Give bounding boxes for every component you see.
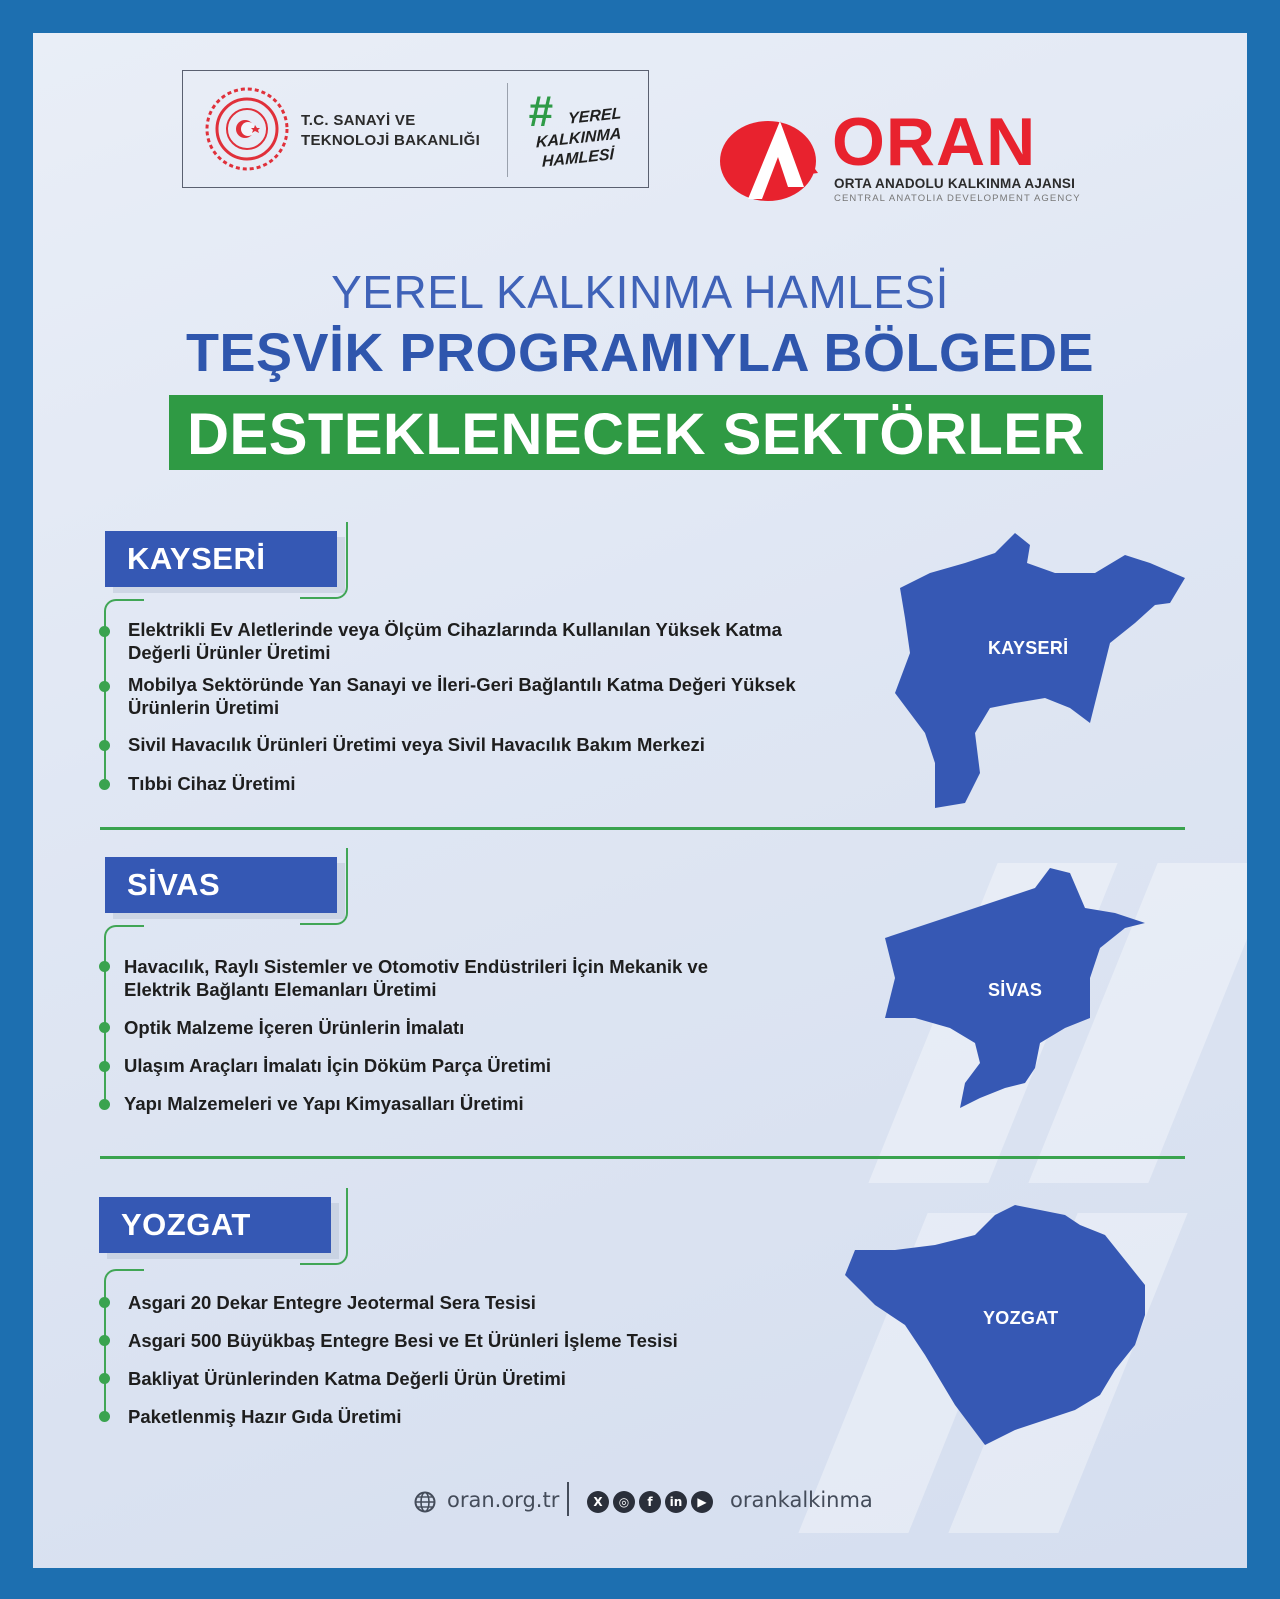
bullet [99,1411,110,1422]
campaign-line2: KALKINMA [536,125,622,152]
agency-full-name: ORTA ANADOLU KALKINMA AJANSI [834,176,1076,191]
list-item [124,955,864,1001]
bullet [99,626,110,637]
section-title: KAYSERİ [127,541,266,576]
linkedin-icon[interactable]: in [665,1491,687,1513]
campaign-line1: YEREL [568,105,622,128]
ministry-name-line1: T.C. SANAYİ VE [301,112,416,129]
section-tag-sivas [105,857,337,913]
campaign-line3: HAMLESİ [542,146,614,171]
list-item: Asgari 20 Dekar Entegre Jeotermal Sera Tesisi [128,1292,536,1313]
facebook-icon[interactable]: f [639,1491,661,1513]
section-tag-yozgat [99,1197,331,1253]
bullet [99,779,110,790]
x-icon[interactable]: X [587,1491,609,1513]
globe-icon [414,1491,436,1513]
footer [0,1488,1280,1518]
section-title: YOZGAT [121,1207,251,1242]
bullet [99,1297,110,1308]
bullet [99,961,110,972]
bullet [99,1061,110,1072]
list-item-line: Mobilya Sektöründe Yan Sanayi ve İleri-Geri Bağlantılı Katma Değeri Yüksek [128,674,796,695]
list-item: Sivil Havacılık Ürünleri Üretimi veya Sivil Havacılık Bakım Merkezi [128,734,705,755]
list-item: Paketlenmiş Hazır Gıda Üretimi [128,1406,402,1427]
ministry-emblem-icon [205,87,289,171]
list-item [128,673,888,719]
bullet [99,1099,110,1110]
campaign-logo [528,87,628,173]
list-item-line: Elektrikli Ev Aletlerinde veya Ölçüm Cihazlarında Kullanılan Yüksek Katma [128,619,782,640]
title-line1: YEREL KALKINMA HAMLESİ [331,266,949,318]
bullet [99,681,110,692]
youtube-icon[interactable]: ▶ [691,1491,713,1513]
section-separator [100,827,1185,830]
list-item [128,618,888,664]
title-line3: DESTEKLENECEK SEKTÖRLER [187,402,1085,467]
section-tag-kayseri [105,531,337,587]
bullet [99,1373,110,1384]
campaign-hash: # [528,87,553,136]
list-item: Tıbbi Cihaz Üretimi [128,773,296,794]
section-title: SİVAS [127,867,221,902]
bullet [99,1335,110,1346]
ministry-name-line2: TEKNOLOJİ BAKANLIĞI [301,132,481,149]
oran-emblem-icon [718,117,828,203]
footer-divider [567,1482,569,1516]
list-item: Bakliyat Ürünlerinden Katma Değerli Ürün Üretimi [128,1368,566,1389]
map-label-kayseri: KAYSERİ [988,638,1069,658]
agency-full-name-en: CENTRAL ANATOLIA DEVELOPMENT AGENCY [834,193,1081,204]
list-item: Ulaşım Araçları İmalatı İçin Döküm Parça Üretimi [124,1055,552,1076]
map-label-sivas: SİVAS [988,980,1043,1000]
kayseri-map [895,533,1190,815]
agency-name: ORAN [832,104,1037,180]
header-divider [507,83,508,177]
ministry-name [301,111,501,151]
section-separator [100,1156,1185,1159]
list-item-line: Değerli Ürünler Üretimi [128,642,331,663]
list-item: Yapı Malzemeleri ve Yapı Kimyasalları Üretimi [124,1093,524,1114]
bullet [99,740,110,751]
ministry-logo-box [182,70,649,188]
list-item: Asgari 500 Büyükbaş Entegre Besi ve Et Ürünleri İşleme Tesisi [128,1330,678,1351]
title-band [169,395,1103,470]
list-item-line: Havacılık, Raylı Sistemler ve Otomotiv Endüstrileri İçin Mekanik ve [124,956,709,977]
list-item: Optik Malzeme İçeren Ürünlerin İmalatı [124,1017,465,1038]
map-label-yozgat: YOZGAT [983,1308,1059,1328]
bullet [99,1022,110,1033]
list-item-line: Ürünlerin Üretimi [128,697,280,718]
title-line2: TEŞVİK PROGRAMIYLA BÖLGEDE [185,323,1095,383]
social-handle[interactable]: orankalkinma [730,1488,873,1512]
instagram-icon[interactable]: ◎ [613,1491,635,1513]
website-link[interactable]: oran.org.tr [447,1488,560,1512]
list-item-line: Elektrik Bağlantı Elemanları Üretimi [124,979,437,1000]
